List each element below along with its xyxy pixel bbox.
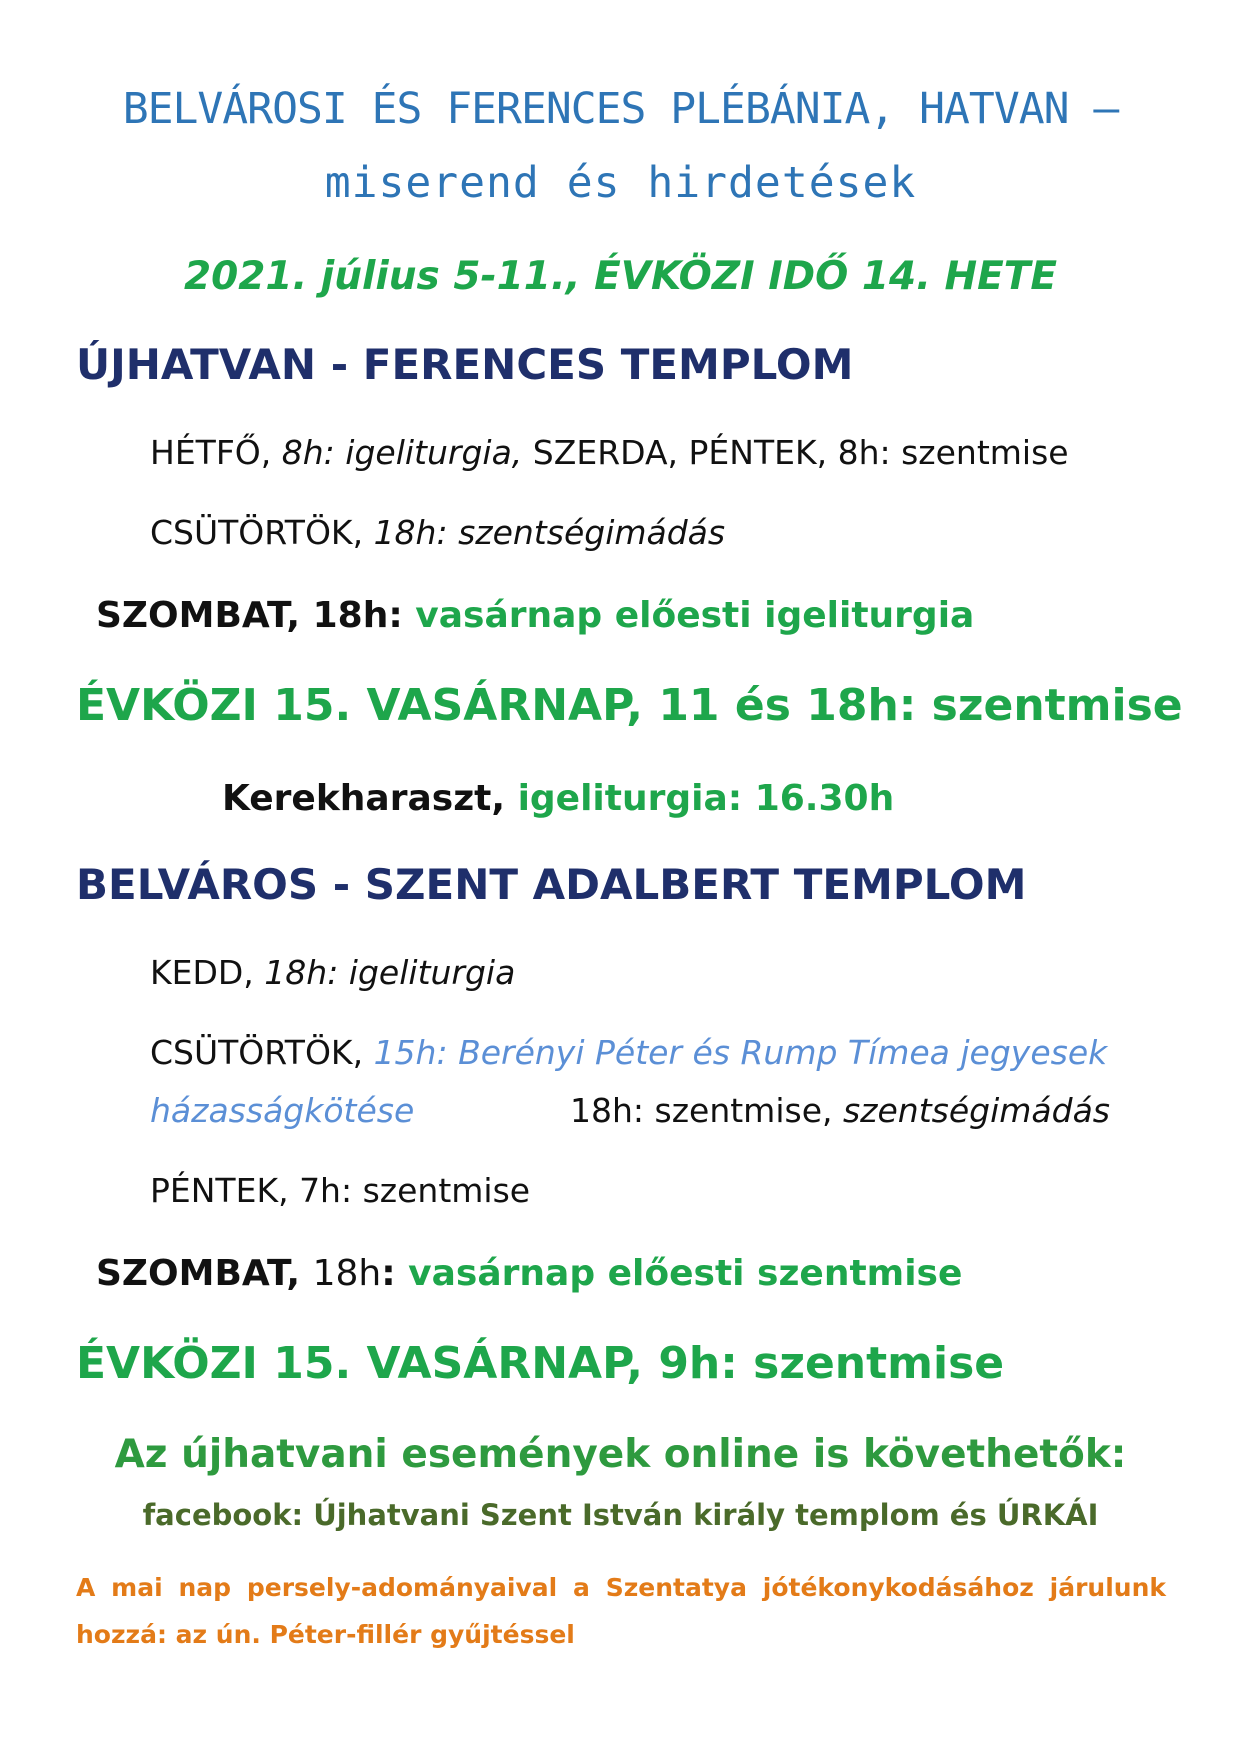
belvaros-tuesday-line [150,953,515,992]
kerekharaszt-event: igeliturgia: 16.30h [517,778,895,819]
tuesday-time: 18h: igeliturgia [264,953,516,992]
belvaros-thursday-mass [570,1091,1110,1130]
saturday-event: vasárnap előesti igeliturgia [415,595,975,636]
belvaros-saturday-label: SZOMBAT, [96,1253,313,1294]
wedding-text: 15h: Berényi Péter és Rump Tímea jegyesek [373,1033,1108,1072]
wed-fri-text: SZERDA, PÉNTEK, 8h: szentmise [522,433,1069,472]
online-heading: Az újhatvani események online is követhetők: [114,1432,1127,1477]
ujhatvan-thursday-line [150,513,725,552]
kerekharaszt-line [222,778,894,819]
thursday-label: CSÜTÖRTÖK, [150,513,374,552]
kerekharaszt-label: Kerekharaszt, [222,778,518,819]
parish-title: BELVÁROSI ÉS FERENCES PLÉBÁNIA, HATVAN – [122,84,1119,134]
ujhatvan-saturday-line [96,595,974,636]
belvaros-sunday-line: ÉVKÖZI 15. VASÁRNAP, 9h: szentmise [76,1338,1005,1389]
thursday-time: 18h: szentségimádás [373,513,726,552]
tuesday-label: KEDD, [150,953,265,992]
monday-label: HÉTFŐ, [150,433,282,472]
thursday-mass: 18h: szentmise, [570,1091,843,1130]
belvaros-saturday-colon: : [381,1253,409,1294]
belvaros-thursday-line [150,1033,1107,1072]
belvaros-heading: BELVÁROS - SZENT ADALBERT TEMPLOM [76,860,1027,909]
wedding-text-cont: házasságkötése [150,1091,415,1130]
week-date: 2021. július 5-11., ÉVKÖZI IDŐ 14. HETE [183,254,1058,299]
belvaros-friday-line: PÉNTEK, 7h: szentmise [150,1171,531,1210]
thursday-adoration: szentségimádás [842,1091,1110,1130]
monday-time: 8h: igeliturgia, [281,433,523,472]
parish-subtitle: miserend és hirdetések [324,158,917,208]
belvaros-saturday-event: vasárnap előesti szentmise [408,1253,963,1294]
belvaros-saturday-line [96,1253,962,1294]
facebook-line: facebook: Újhatvani Szent István király templom és ÚRKÁI [142,1498,1099,1532]
ujhatvan-sunday-line: ÉVKÖZI 15. VASÁRNAP, 11 és 18h: szentmise [76,680,1183,731]
ujhatvan-weekday-line [150,433,1069,472]
belvaros-thursday-label: CSÜTÖRTÖK, [150,1033,374,1072]
belvaros-thursday-line2 [150,1091,414,1130]
belvaros-saturday-time: 18h [312,1253,382,1294]
saturday-label: SZOMBAT, 18h: [96,595,416,636]
collection-notice: A mai nap persely-adományaival a Szentatya jótékonykodásához járulunk hozzá: az ún. Péter-fillér gyűjtéssel [76,1573,1166,1649]
ujhatvan-heading: ÚJHATVAN - FERENCES TEMPLOM [76,340,854,389]
